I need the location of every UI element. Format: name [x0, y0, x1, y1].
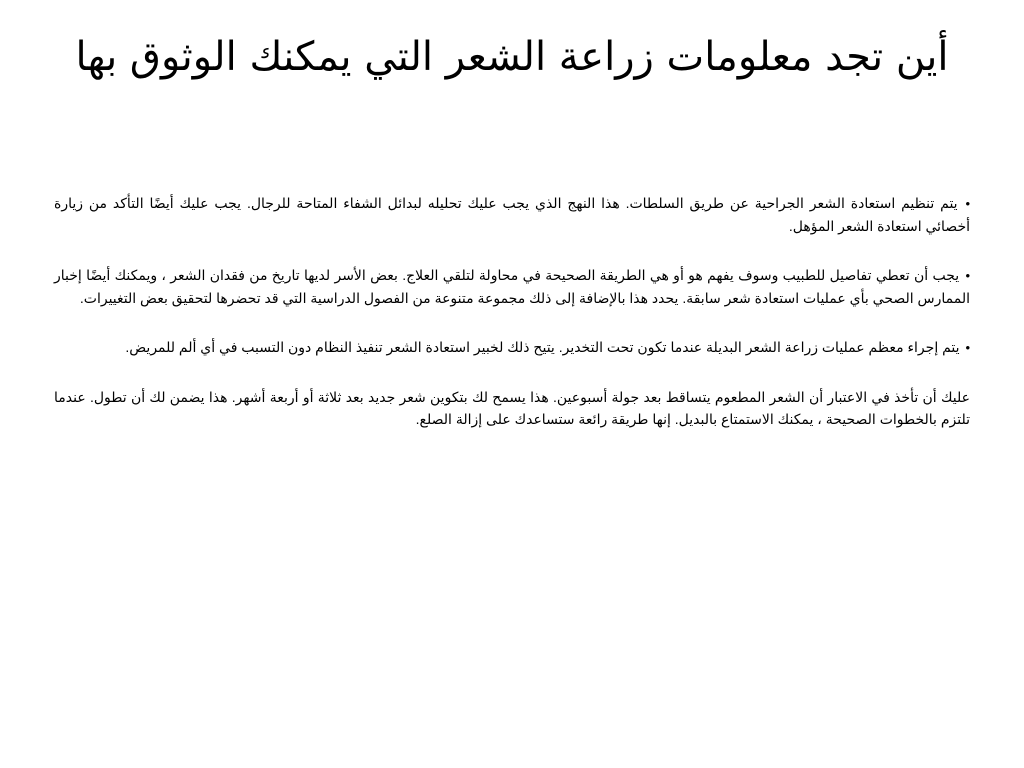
paragraph-1 — [54, 192, 970, 237]
bullet-1: • — [965, 196, 970, 211]
bullet-3: • — [965, 340, 970, 355]
slide-title: أين تجد معلومات زراعة الشعر التي يمكنك الوثوق بها — [75, 34, 949, 80]
slide-body — [54, 192, 970, 457]
paragraph-4-text: عليك أن تأخذ في الاعتبار أن الشعر المطعوم يتساقط بعد جولة أسبوعين. هذا يسمح لك بتكوين شعر جديد بعد ثلاثة أو أربعة أشهر. هذا يضمن لك أن تطول. عندما تلتزم بالخطوات الصحيحة ، يمكنك الاستمتاع بالبديل. إنها طريقة رائعة ستساعدك على إزالة الصلع. — [54, 389, 970, 427]
paragraph-2 — [54, 264, 970, 309]
paragraph-3-text: يتم إجراء معظم عمليات زراعة الشعر البديلة عندما تكون تحت التخدير. يتيح ذلك لخبير استعادة الشعر تنفيذ النظام دون التسبب في أي ألم للمريض. — [125, 339, 960, 355]
paragraph-2-text: يجب أن تعطي تفاصيل للطبيب وسوف يفهم هو أو هي الطريقة الصحيحة في محاولة لتلقي العلاج. بعض الأسر لديها تاريخ من فقدان الشعر ، ويمكنك أيضًا إخبار الممارس الصحي بأي عمليات استعادة شعر سابقة. يحدد هذا بالإضافة إلى ذلك مجموعة متنوعة من الفصول الدراسية التي قد تحضرها لتحقيق بعض التغييرات. — [54, 267, 970, 306]
paragraph-4 — [54, 386, 970, 430]
paragraph-1-text: يتم تنظيم استعادة الشعر الجراحية عن طريق السلطات. هذا النهج الذي يجب عليك تحليله لبدائل الشفاء المتاحة للرجال. يجب عليك أيضًا التأكد من زيارة أخصائي استعادة الشعر المؤهل. — [54, 195, 970, 234]
bullet-2: • — [965, 268, 970, 283]
paragraph-3 — [54, 336, 970, 359]
